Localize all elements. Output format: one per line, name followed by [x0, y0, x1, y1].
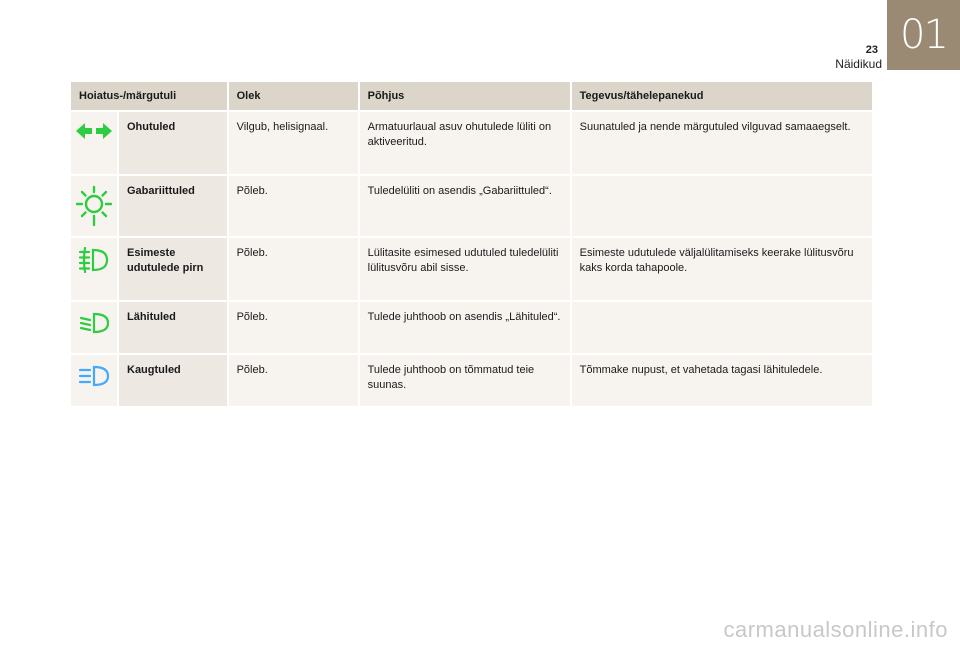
row-state: Põleb.: [229, 238, 358, 300]
header-state: Olek: [229, 82, 358, 110]
row-action: Tõmmake nupust, et vahetada tagasi lähituledele.: [572, 355, 872, 406]
table-row: [71, 176, 872, 236]
row-name: Ohutuled: [119, 112, 227, 174]
table-row: [71, 112, 872, 174]
header-action: Tegevus/tähelepanekud: [572, 82, 872, 110]
sidelights-icon: [75, 218, 113, 230]
row-state: Põleb.: [229, 176, 358, 236]
warning-lights-table: [69, 80, 874, 408]
section-title: Näidikud: [835, 57, 882, 71]
watermark: carmanualsonline.info: [723, 617, 948, 642]
row-name: Kaugtuled: [119, 355, 227, 406]
row-name: Lähituled: [119, 302, 227, 353]
row-state: Vilgub, helisignaal.: [229, 112, 358, 174]
row-state: Põleb.: [229, 355, 358, 406]
row-cause: Tulede juhthoob on asendis „Lähituled“.: [360, 302, 570, 353]
table-row: [71, 355, 872, 406]
row-action: Esimeste udutulede väljalülitamiseks keerake lülitusvõru kaks korda tahapoole.: [572, 238, 872, 300]
row-name: Esimeste udutulede pirn: [119, 238, 227, 300]
dipped-beam-icon: [76, 326, 112, 338]
row-cause: Tuledelüliti on asendis „Gabariittuled“.: [360, 176, 570, 236]
row-action: [572, 176, 872, 236]
header-cause: Põhjus: [360, 82, 570, 110]
row-action: Suunatuled ja nende märgutuled vilguvad samaaegselt.: [572, 112, 872, 174]
turn-signal-arrows-icon: [75, 132, 113, 144]
row-cause: Lülitasite esimesed udutuled tuledelüliti lülitusvõru abil sisse.: [360, 238, 570, 300]
row-action: [572, 302, 872, 353]
page-number: 23: [865, 44, 878, 56]
row-state: Põleb.: [229, 302, 358, 353]
row-cause: Tulede juhthoob on tõmmatud teie suunas.: [360, 355, 570, 406]
main-beam-icon: [76, 379, 112, 391]
table-row: [71, 302, 872, 353]
chapter-tab: 01: [887, 0, 960, 70]
header-warning-light: Hoiatus-/märgutuli: [71, 82, 227, 110]
row-name: Gabariittuled: [119, 176, 227, 236]
table-row: [71, 238, 872, 300]
row-cause: Armatuurlaual asuv ohutulede lüliti on aktiveeritud.: [360, 112, 570, 174]
table-header-row: [71, 82, 872, 110]
front-fog-lamp-icon: [76, 264, 112, 276]
